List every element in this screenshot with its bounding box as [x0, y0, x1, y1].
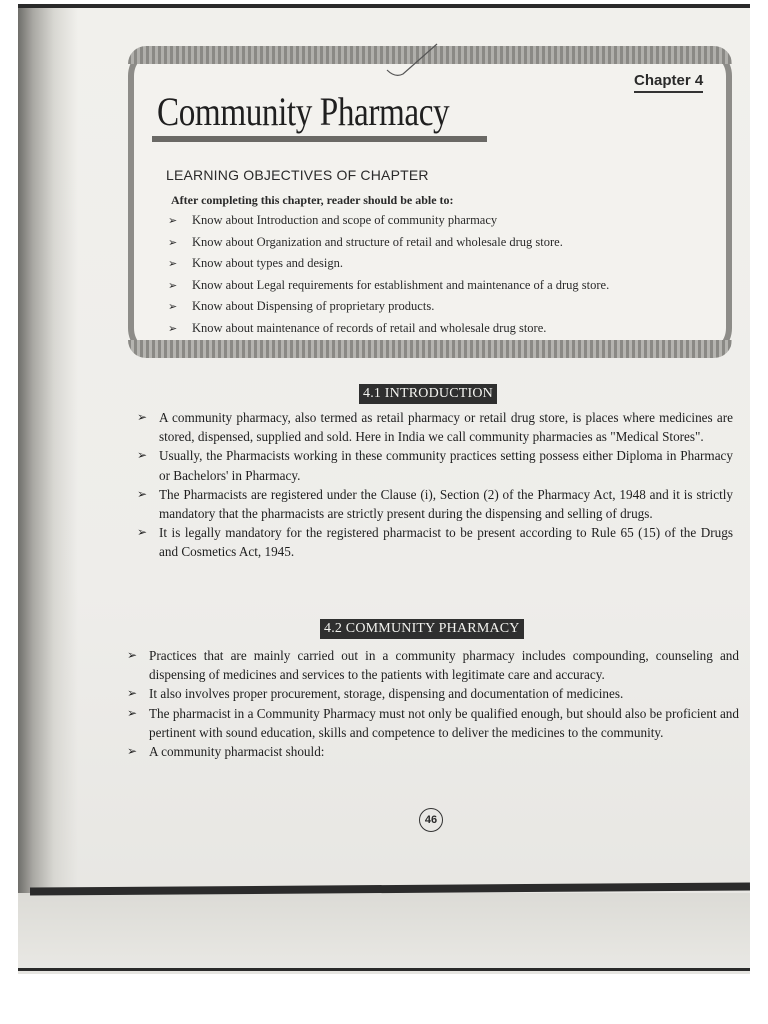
list-item: ➢ A community pharmacy, also termed as retail pharmacy or retail drug store, is places where medicines are stored, dispensed, supplied and sold. Here in India we call community pharmacies as "Medical Stores". [137, 410, 733, 445]
objective-item: ➢ Know about maintenance of records of retail and wholesale drug store. [168, 320, 547, 335]
objective-item: ➢ Know about Introduction and scope of community pharmacy [168, 213, 498, 227]
title-underline [152, 136, 487, 142]
arrow-bullet-icon: ➢ [127, 648, 138, 662]
objective-item: ➢ Know about types and design. [168, 256, 344, 270]
arrow-bullet-icon: ➢ [127, 686, 138, 701]
list-item: ➢ The pharmacist in a Community Pharmacy must not only be qualified enough, but should also be proficient and pertinent with sound education, skills and competence to deliver the medicines to the community. [127, 705, 739, 740]
objective-item: ➢ Know about Dispensing of proprietary products. [168, 299, 435, 313]
arrow-bullet-icon: ➢ [137, 410, 148, 424]
chapter-label: Chapter 4 [634, 72, 703, 93]
arrow-bullet-icon: ➢ [127, 744, 138, 759]
objective-item: ➢ Know about Legal requirements for establishment and maintenance of a drug store. [168, 277, 610, 292]
objective-item: ➢ Know about Organization and structure of retail and wholesale drug store. [168, 234, 563, 249]
arrow-bullet-icon: ➢ [137, 486, 148, 501]
introduction-list [137, 408, 733, 562]
binding-edge [18, 8, 78, 970]
arrow-bullet-icon: ➢ [168, 215, 178, 227]
arrow-bullet-icon: ➢ [137, 448, 148, 463]
list-item: ➢ It is legally mandatory for the registered pharmacist to be present according to Rule 65 (15) of the Drugs and Cosmetics Act, 1945. [137, 525, 733, 560]
page-number: 46 [419, 808, 443, 832]
objectives-list [168, 213, 609, 342]
section-heading-community-pharmacy: 4.2 COMMUNITY PHARMACY [320, 619, 524, 639]
lower-page-strip [18, 893, 750, 970]
arrow-bullet-icon: ➢ [137, 525, 148, 540]
arrow-bullet-icon: ➢ [168, 258, 178, 270]
chapter-title: Community Pharmacy [157, 89, 450, 134]
list-item: ➢ Usually, the Pharmacists working in these community practices setting possess either Diploma in Pharmacy or Bachelors' in Pharmacy. [137, 448, 733, 483]
pencil-tick-mark [385, 40, 445, 84]
list-item: ➢ The Pharmacists are registered under the Clause (i), Section (2) of the Pharmacy Act, 1948 and it is strictly mandatory that the pharmacists are strictly present during the dispensing and selling of drugs. [137, 486, 733, 522]
arrow-bullet-icon: ➢ [168, 236, 178, 249]
page-bottom-line [18, 968, 750, 971]
section-heading-introduction: 4.1 INTRODUCTION [359, 384, 497, 404]
arrow-bullet-icon: ➢ [168, 301, 178, 313]
arrow-bullet-icon: ➢ [168, 279, 178, 292]
list-item: ➢ It also involves proper procurement, storage, dispensing and documentation of medicines. [127, 684, 739, 703]
community-pharmacy-list [127, 646, 739, 761]
arrow-bullet-icon: ➢ [127, 705, 138, 720]
list-item: ➢ A community pharmacist should: [127, 742, 739, 761]
list-item: ➢ Practices that are mainly carried out in a community pharmacy includes compounding, counseling and dispensing of medicines and services to the patients with legitimate care and accuracy. [127, 648, 739, 683]
objectives-intro: After completing this chapter, reader should be able to: [171, 193, 454, 207]
objectives-heading: LEARNING OBJECTIVES OF CHAPTER [166, 167, 429, 183]
arrow-bullet-icon: ➢ [168, 322, 178, 335]
